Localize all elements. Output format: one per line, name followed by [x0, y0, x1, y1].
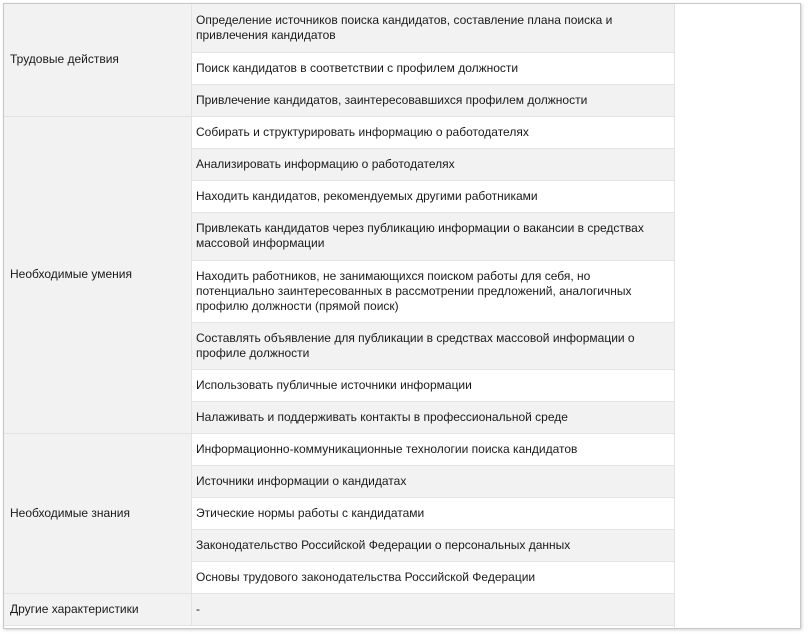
table-cell: -: [192, 593, 675, 625]
table-cell: Собирать и структурировать информацию о работодателях: [192, 116, 675, 148]
table-cell: Поиск кандидатов в соответствии с профилем должности: [192, 52, 675, 84]
row-category-label: Необходимые знания: [4, 433, 192, 593]
table-cell: Этические нормы работы с кандидатами: [192, 497, 675, 529]
table-cell: Находить работников, не занимающихся поиском работы для себя, но потенциально заинтересованных в рассмотрении предложений, аналогичных профилю должности (прямой поиск): [192, 260, 675, 322]
table-row: [4, 593, 674, 625]
row-category-label: Трудовые действия: [4, 4, 192, 116]
table-cell: Основы трудового законодательства Российской Федерации: [192, 561, 675, 593]
table-cell: Законодательство Российской Федерации о персональных данных: [192, 529, 675, 561]
table-cell: Налаживать и поддерживать контакты в профессиональной среде: [192, 401, 675, 433]
table-cell: Находить кандидатов, рекомендуемых другими работниками: [192, 180, 675, 212]
table-row: [4, 4, 674, 52]
row-category-label: Необходимые умения: [4, 116, 192, 433]
table-row: [4, 433, 674, 465]
table-cell: Привлечение кандидатов, заинтересовавшихся профилем должности: [192, 84, 675, 116]
table-cell: Составлять объявление для публикации в средствах массовой информации о профиле должности: [192, 322, 675, 369]
table-cell: Анализировать информацию о работодателях: [192, 148, 675, 180]
row-category-label: Другие характеристики: [4, 593, 192, 625]
table-cell: Источники информации о кандидатах: [192, 465, 675, 497]
qualification-table: [4, 4, 674, 626]
table-cell: Привлекать кандидатов через публикацию информации о вакансии в средствах массовой информации: [192, 212, 675, 260]
column-divider: [674, 4, 675, 628]
table-cell: Информационно-коммуникационные технологии поиска кандидатов: [192, 433, 675, 465]
table-cell: Определение источников поиска кандидатов, составление плана поиска и привлечения кандидатов: [192, 4, 675, 52]
table-cell: Использовать публичные источники информации: [192, 369, 675, 401]
document-frame: [3, 3, 801, 629]
table-row: [4, 116, 674, 148]
